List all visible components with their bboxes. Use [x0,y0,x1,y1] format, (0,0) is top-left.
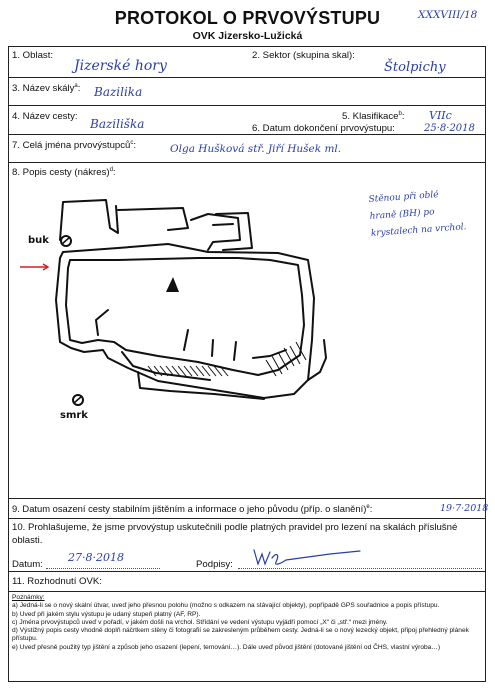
tree-label-smrk: smrk [60,410,88,421]
nazev-cesty-label: 4. Název cesty: [12,111,78,122]
note-line: hraně (BH) po [369,207,435,222]
sketch-rock-block [60,200,118,240]
note-item: e) Uveď přesně použitý typ jištění a způsob jeho osazení (lepení, temování…). Dále uveď původ jištění (dotované jištění od ČHS, vlastní výroba…) [12,643,441,651]
page-title: PROTOKOL O PRVOVÝSTUPU [114,8,381,28]
notes-heading: Poznámky: [12,594,45,601]
note-item: c) Jména prvovýstupců uveď v pořadí, v jakém došli na vrchol. Střídání ve vedení výstupu vyjádři pomocí „X“ či „stř.“ mezi jmény. [12,618,388,626]
summit-marker [166,277,179,292]
notes-section [12,594,482,652]
divider [8,591,486,592]
datum-line [46,568,160,569]
jmena-value: Olga Hušková stř. Jiří Hušek ml. [170,143,342,155]
oblast-value: Jizerské hory [74,58,167,74]
sketch-inner-ledge [96,310,108,335]
jmena-label: 7. Celá jména prvovýstupců$^c$: [12,140,137,152]
datum-dokonceni-label: 6. Datum dokončení prvovýstupu: [252,123,395,134]
datum-osazeni-value: 19·7·2018 [440,503,489,514]
route-start-arrow [20,264,48,270]
sketch-rock-block [191,214,240,250]
datum-osazeni-label: 9. Datum osazení cesty stabilním jištěním a informace o jeho původu (příp. o slanění)$^e$: [12,503,373,514]
note-line: Stěnou při oblé [368,190,439,205]
sketch-rock-block [118,208,188,230]
sektor-label: 2. Sektor (skupina skal): [252,50,355,61]
divider [8,105,486,106]
signature [250,546,370,570]
sketch-inner-ledge [184,330,236,360]
note-item: a) Jedná-li se o nový skalní útvar, uveď jeho přesnou polohu (možno s odkazem na stávající objekty), popřípadě GPS souřadnice a popis přístupu. [12,602,440,610]
note-line: krystalech na vrchol. [370,222,467,239]
tree-label-buk: buk [28,235,49,246]
nazev-skaly-value: Bazilika [94,85,143,99]
organization-subtitle: OVK Jizersko-Lužická [192,30,303,42]
nazev-cesty-value: Baziliška [90,117,145,131]
datum-dokonceni-value: 25·8·2018 [424,123,475,134]
oblast-label: 1. Oblast: [12,50,54,61]
divider [8,498,486,499]
route-description-note [368,185,467,243]
divider [8,571,486,572]
note-item: d) Výstižný popis cesty vhodně doplň náčrtkem stěny či fotografií se zakresleným průběhem cesty. Jedná-li se o nový lezecký objekt, připoj přehledný plánek přístupu. [12,627,469,643]
protocol-number: XXXVIII/18 [418,9,478,21]
klasifikace-value: VIIc [429,109,452,122]
divider [8,134,486,135]
klasifikace-label: 5. Klasifikace$^b$: [342,111,405,123]
datum-value: 27·8·2018 [68,551,124,564]
popis-label: 8. Popis cesty (nákres)$^d$: [12,167,116,179]
note-item: b) Uveď při jakém stylu výstupu je udaný stupeň platný (AF, RP). [12,610,201,618]
divider [8,162,486,163]
rozhodnuti-label: 11. Rozhodnutí OVK: [12,576,102,587]
divider [8,77,486,78]
sketch-rock-block [213,224,233,225]
prohlaseni-text: 10. Prohlašujeme, že jsme prvovýstup uskutečnili podle platných pravidel pro lezení na skalách příslušné oblasti. [12,522,458,546]
sketch-rock-block [216,213,252,250]
podpisy-label: Podpisy: [196,559,233,570]
nazev-skaly-label: 3. Název skály$^a$: [12,83,81,95]
divider [8,518,486,519]
sektor-value: Štolpichy [384,60,446,75]
datum-label: Datum: [12,559,43,570]
